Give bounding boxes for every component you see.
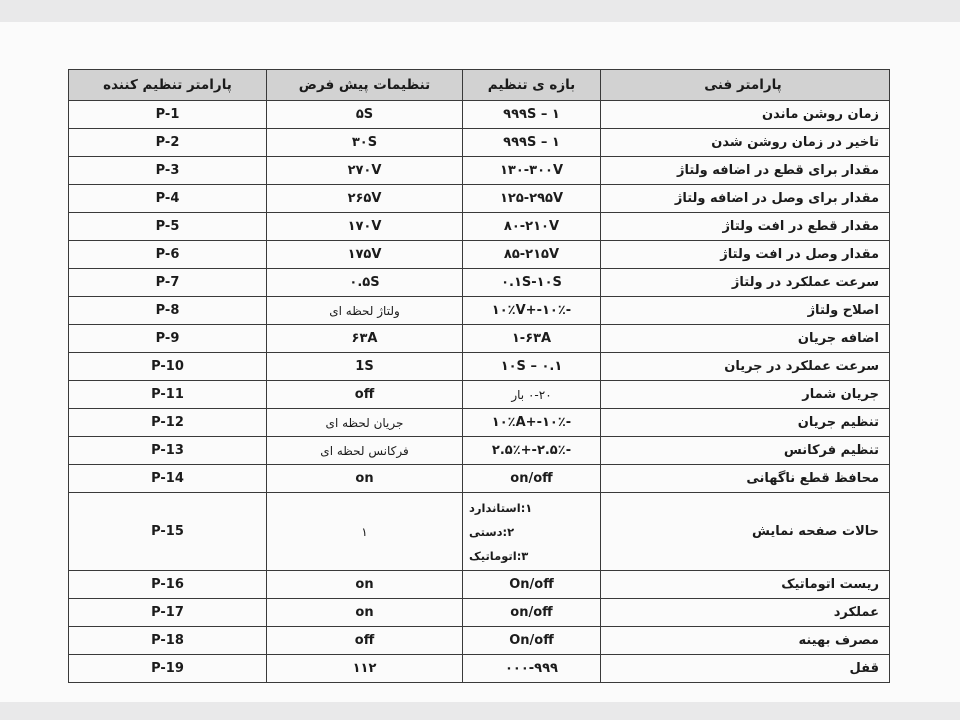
cell-default: ۰.۵S (267, 269, 463, 297)
cell-range: on/off (463, 599, 601, 627)
table-row (69, 353, 890, 381)
cell-code: P-16 (69, 571, 267, 599)
cell-name: تاخیر در زمان روشن شدن (601, 129, 890, 157)
cell-default: 1S (267, 353, 463, 381)
cell-code: P-1 (69, 101, 267, 129)
cell-code: P-14 (69, 465, 267, 493)
cell-range: ۱ – ۹۹۹S (463, 129, 601, 157)
header-code: پارامتر تنظیم کننده (69, 70, 267, 101)
table-row (69, 101, 890, 129)
table-row (69, 655, 890, 683)
cell-name: تنظیم جریان (601, 409, 890, 437)
cell-range: ۸۰-۲۱۰V (463, 213, 601, 241)
cell-code: P-7 (69, 269, 267, 297)
cell-code: P-19 (69, 655, 267, 683)
cell-code: P-11 (69, 381, 267, 409)
cell-code: P-12 (69, 409, 267, 437)
cell-name: محافظ قطع ناگهانی (601, 465, 890, 493)
cell-code: P-13 (69, 437, 267, 465)
cell-code: P-15 (69, 493, 267, 571)
cell-name: ریست اتوماتیک (601, 571, 890, 599)
table-row (69, 627, 890, 655)
cell-name: مقدار قطع در افت ولتاژ (601, 213, 890, 241)
cell-range: on/off (463, 465, 601, 493)
cell-default: ۲۷۰V (267, 157, 463, 185)
cell-name: مقدار برای وصل در اضافه ولتاژ (601, 185, 890, 213)
table-row (69, 185, 890, 213)
cell-range: ۱۲۵-۲۹۵V (463, 185, 601, 213)
cell-default: on (267, 599, 463, 627)
cell-name: زمان روشن ماندن (601, 101, 890, 129)
cell-range: On/off (463, 627, 601, 655)
cell-name: تنظیم فرکانس (601, 437, 890, 465)
cell-range: ۱۳۰-۳۰۰V (463, 157, 601, 185)
cell-default: فرکانس لحظه ای (267, 437, 463, 465)
table-row (69, 129, 890, 157)
cell-range: ۰۰۰-۹۹۹ (463, 655, 601, 683)
cell-default: on (267, 465, 463, 493)
cell-name: مقدار برای قطع در اضافه ولتاژ (601, 157, 890, 185)
cell-name: مصرف بهینه (601, 627, 890, 655)
cell-default: ۱ (267, 493, 463, 571)
cell-name: سرعت عملکرد در جریان (601, 353, 890, 381)
table-row (69, 325, 890, 353)
cell-name: جریان شمار (601, 381, 890, 409)
header-default: تنظیمات پیش فرض (267, 70, 463, 101)
cell-default: ولتاژ لحظه ای (267, 297, 463, 325)
cell-default: ۵S (267, 101, 463, 129)
cell-code: P-6 (69, 241, 267, 269)
cell-code: P-17 (69, 599, 267, 627)
cell-code: P-9 (69, 325, 267, 353)
cell-default: ۲۶۵V (267, 185, 463, 213)
header-range: بازه ی تنظیم (463, 70, 601, 101)
cell-default: ۱۷۰V (267, 213, 463, 241)
cell-code: P-4 (69, 185, 267, 213)
cell-name: اضافه جریان (601, 325, 890, 353)
cell-default: ۱۷۵V (267, 241, 463, 269)
cell-default: ۱۱۲ (267, 655, 463, 683)
table-row (69, 157, 890, 185)
cell-default: off (267, 381, 463, 409)
cell-name: اصلاح ولتاژ (601, 297, 890, 325)
cell-range: -۱۰٪-+۱۰٪A (463, 409, 601, 437)
table-header-row (69, 70, 890, 101)
table-row (69, 269, 890, 297)
cell-range: ۱ – ۹۹۹S (463, 101, 601, 129)
header-name: پارامتر فنی (601, 70, 890, 101)
cell-code: P-2 (69, 129, 267, 157)
cell-code: P-10 (69, 353, 267, 381)
cell-default: off (267, 627, 463, 655)
table-row (69, 409, 890, 437)
cell-range: -۲.۵٪-+۲.۵٪ (463, 437, 601, 465)
cell-default: ۳۰S (267, 129, 463, 157)
table-row (69, 241, 890, 269)
cell-range: ۱-۶۳A (463, 325, 601, 353)
table-row (69, 571, 890, 599)
range-line: ۳:اتوماتیک (469, 548, 529, 563)
cell-range: On/off (463, 571, 601, 599)
cell-name: مقدار وصل در افت ولتاژ (601, 241, 890, 269)
cell-range: ۰.۱ – ۱۰S (463, 353, 601, 381)
cell-code: P-5 (69, 213, 267, 241)
cell-range-multiline (463, 493, 601, 571)
cell-default: on (267, 571, 463, 599)
table-row (69, 465, 890, 493)
table-row (69, 493, 890, 571)
range-line: ۱:استاندارد (469, 500, 533, 515)
table-row (69, 213, 890, 241)
table-row (69, 297, 890, 325)
cell-range: ۰.۱S-۱۰S (463, 269, 601, 297)
parameters-table (68, 69, 890, 683)
cell-name: عملکرد (601, 599, 890, 627)
range-line: ۲:دستی (469, 524, 515, 539)
cell-code: P-3 (69, 157, 267, 185)
cell-code: P-18 (69, 627, 267, 655)
cell-range: ۰-۲۰ بار (463, 381, 601, 409)
cell-range: ۸۵-۲۱۵V (463, 241, 601, 269)
cell-default: جریان لحظه ای (267, 409, 463, 437)
cell-name: سرعت عملکرد در ولتاژ (601, 269, 890, 297)
cell-code: P-8 (69, 297, 267, 325)
cell-name: قفل (601, 655, 890, 683)
table-row (69, 381, 890, 409)
cell-name: حالات صفحه نمایش (601, 493, 890, 571)
cell-default: ۶۳A (267, 325, 463, 353)
document-sheet (0, 22, 960, 702)
cell-range: -۱۰٪-+۱۰٪V (463, 297, 601, 325)
table-row (69, 599, 890, 627)
table-row (69, 437, 890, 465)
